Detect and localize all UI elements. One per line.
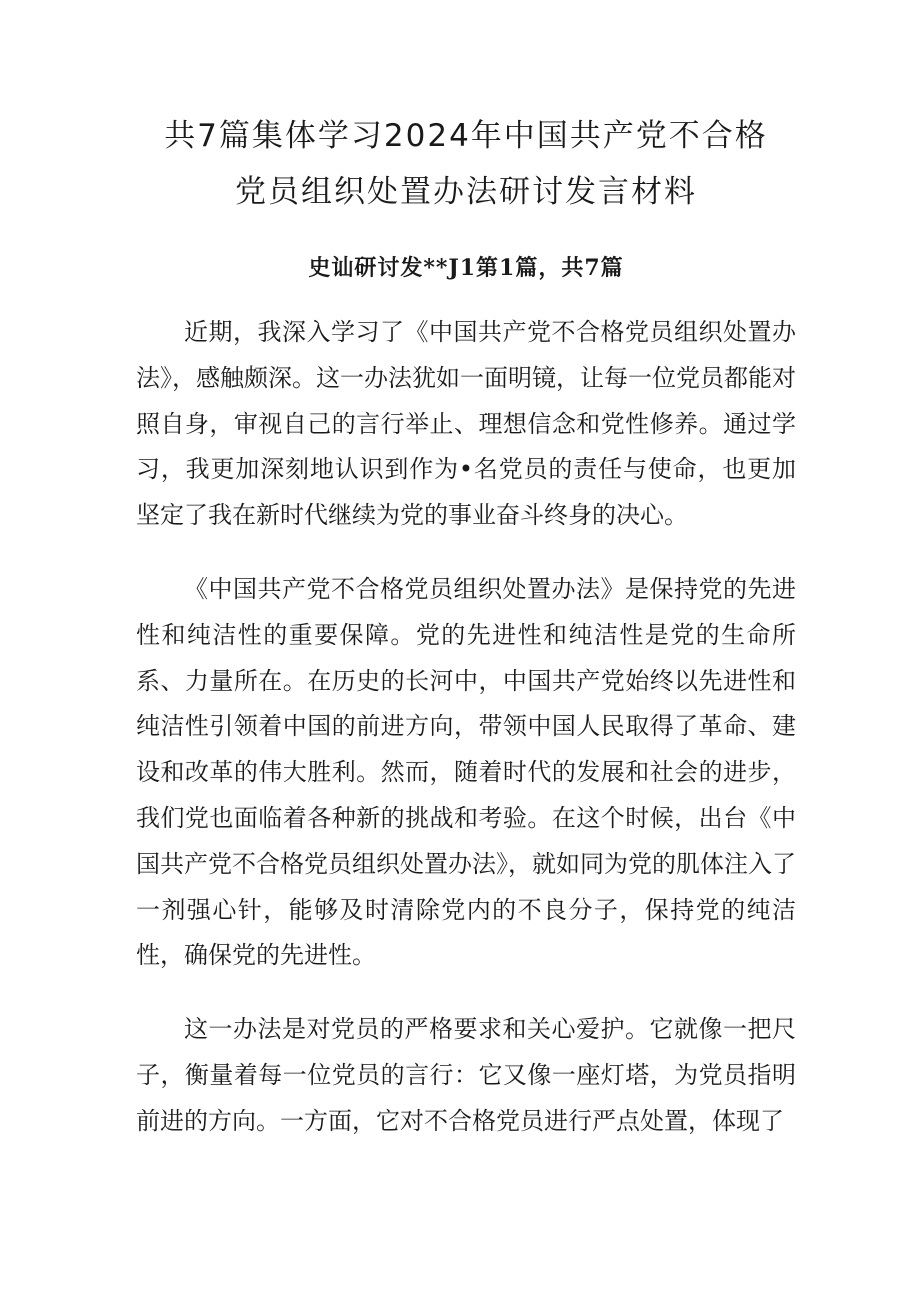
- document-title: [136, 108, 796, 220]
- paragraph-3: 这一办法是对党员的严格要求和关心爱护。它就像一把尺子，衡量着每一位党员的言行：它又像一座灯塔，为党员指明前进的方向。一方面，它对不合格党员进行严点处置，体现了: [136, 1015, 796, 1135]
- paragraph-2: 《中国共产党不合格党员组织处置办法》是保持党的先进性和纯洁性的重要保障。党的先进性和纯洁性是党的生命所系、力量所在。在历史的长河中，中国共产党始终以先进性和纯洁性引领着中国的前进方向，带领中国人民取得了革命、建设和改革的伟大胜利。然而，随着时代的发展和社会的进步，我们党也面临着各种新的挑战和考验。在这个时候，出台《中国共产党不合格党员组织处置办法》，就如同为党的肌体注入了一剂强心针，能够及时清除党内的不良分子，保持党的纯洁性，确保党的先进性。: [136, 574, 796, 970]
- title-line-1: 共7篇集体学习2024年中国共产党不合格: [164, 118, 768, 154]
- paragraph-1: 近期，我深入学习了《中国共产党不合格党员组织处置办法》，感触颇深。这一办法犹如一面明镜，让每一位党员都能对照自身，审视自己的言行举止、理想信念和党性修养。通过学习，我更加深刻地认识到作为•名党员的责任与使命，也更加坚定了我在新时代继续为党的事业奋斗终身的决心。: [136, 318, 796, 530]
- title-line-2: 党员组织处置办法研讨发言材料: [235, 174, 697, 210]
- section-subtitle: 史讪研讨发**J1第1篇，共7篇: [308, 255, 624, 281]
